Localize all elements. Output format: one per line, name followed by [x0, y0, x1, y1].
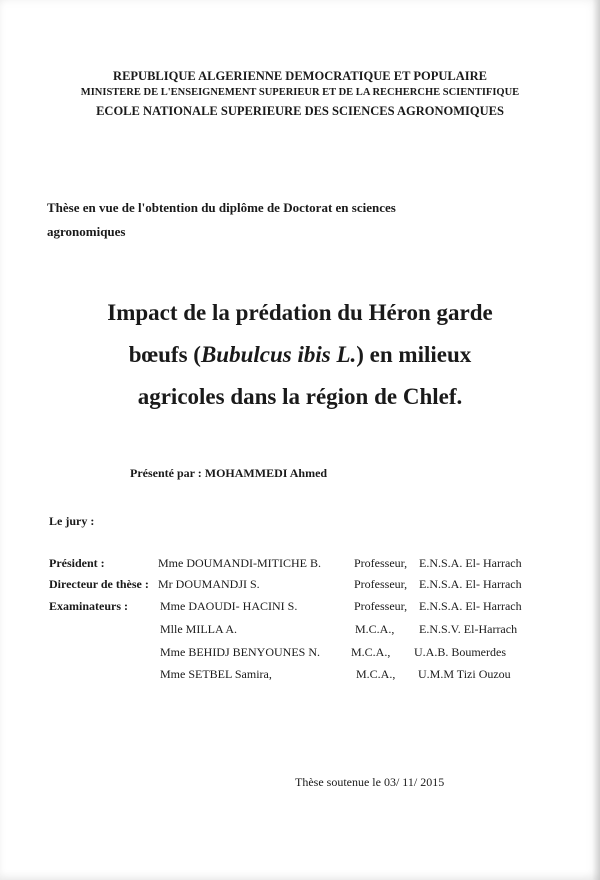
jury-member-institution: E.N.S.A. El- Harrach: [419, 599, 522, 613]
jury-row: [0, 645, 600, 665]
jury-member-name: Mme DAOUDI- HACINI S.: [160, 599, 298, 613]
header-school: ECOLE NATIONALE SUPERIEURE DES SCIENCES AGRONOMIQUES: [96, 104, 504, 118]
thesis-title: [40, 292, 560, 418]
title-line2-post: ) en milieux: [356, 342, 472, 367]
jury-member-rank: Professeur,: [354, 577, 408, 591]
thesis-purpose-line2: agronomiques: [47, 224, 126, 239]
jury-member-name: Mme BEHIDJ BENYOUNES N.: [160, 645, 320, 659]
jury-member-rank: M.C.A.,: [356, 667, 396, 681]
jury-member-name: Mme DOUMANDI-MITICHE B.: [158, 556, 321, 570]
header-republic: REPUBLIQUE ALGERIENNE DEMOCRATIQUE ET POPULAIRE: [113, 69, 487, 83]
header-ministry: MINISTERE DE L'ENSEIGNEMENT SUPERIEUR ET DE LA RECHERCHE SCIENTIFIQUE: [80, 87, 520, 98]
jury-row: [0, 577, 600, 597]
thesis-title-line3: agricoles dans la région de Chlef.: [137, 384, 463, 409]
jury-role: Examinateurs :: [49, 599, 128, 613]
jury-member-rank: M.C.A.,: [355, 622, 395, 636]
jury-member-institution: E.N.S.A. El- Harrach: [419, 577, 522, 591]
jury-member-name: Mr DOUMANDJI S.: [158, 577, 260, 591]
jury-row: [0, 556, 600, 576]
presented-by: [130, 466, 327, 481]
thesis-purpose: [47, 196, 467, 244]
jury-member-institution: E.N.S.V. El-Harrach: [419, 622, 518, 636]
author-name: MOHAMMEDI Ahmed: [204, 466, 328, 480]
jury-member-name: Mme SETBEL Samira,: [160, 667, 272, 681]
species-name: Bubulcus ibis L.: [200, 342, 357, 367]
jury-member-rank: Professeur,: [354, 556, 408, 570]
jury-row: [0, 667, 600, 687]
presented-by-label: Présenté par :: [130, 466, 202, 480]
paper-edge-shadow: [592, 0, 600, 880]
jury-heading: Le jury :: [49, 514, 95, 528]
title-line2-pre: bœufs (: [128, 342, 201, 367]
jury-member-institution: E.N.S.A. El- Harrach: [419, 556, 522, 570]
jury-member-name: Mlle MILLA A.: [160, 622, 237, 636]
jury-role: Président :: [49, 556, 105, 570]
jury-member-rank: M.C.A.,: [351, 645, 391, 659]
jury-row: [0, 622, 600, 642]
jury-member-institution: U.M.M Tizi Ouzou: [418, 667, 511, 681]
jury-member-rank: Professeur,: [354, 599, 408, 613]
thesis-title-line1: Impact de la prédation du Héron garde: [107, 300, 493, 325]
thesis-purpose-line1: Thèse en vue de l'obtention du diplôme de Doctorat en sciences: [47, 200, 396, 215]
jury-role: Directeur de thèse :: [49, 577, 149, 591]
thesis-title-line2: [40, 334, 560, 376]
defense-date: Thèse soutenue le 03/ 11/ 2015: [295, 775, 445, 789]
jury-member-institution: U.A.B. Boumerdes: [414, 645, 506, 659]
jury-row: [0, 599, 600, 619]
